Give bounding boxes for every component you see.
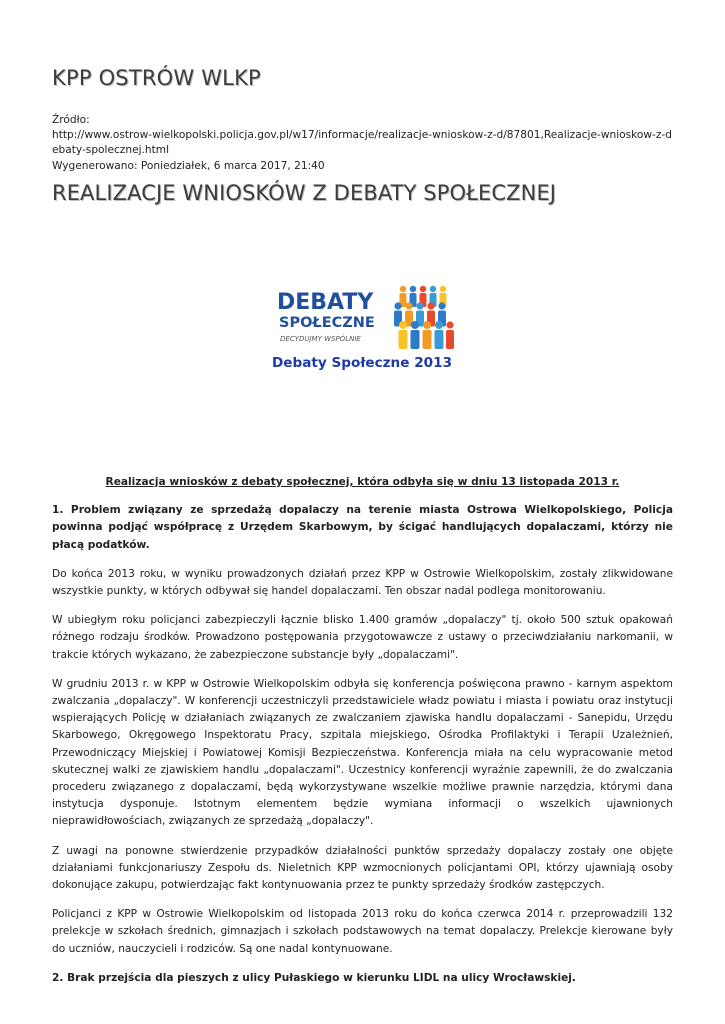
article-body [52, 474, 673, 999]
image-caption: Debaty Społeczne 2013 [271, 355, 453, 371]
source-url[interactable]: http://www.ostrow-wielkopolski.policja.gov.pl/w17/informacje/realizacje-wnioskow-z-d/87801,Realizacje-wnioskow-z-debaty-spolecznej.html [52, 129, 672, 157]
article-heading: Realizacja wniosków z debaty społecznej, która odbyła się w dniu 13 listopada 2013 r. [105, 476, 620, 488]
point-1: 1. Problem związany ze sprzedażą dopalaczy na terenie miasta Ostrowa Wielkopolskiego, Policja powinna podjąć współpracę z Urzędem Skarbowym, by ścigać handlujących dopalaczami, którzy nie płacą podatków. [52, 504, 673, 551]
source-label: Źródło: [52, 114, 90, 126]
paragraph: Z uwagi na ponowne stwierdzenie przypadków działalności punktów sprzedaży dopalaczy zostały one objęte działaniami funkcjonariuszy Zespołu ds. Nieletnich KPP wzmocnionych policjantami OPI, którzy ujawniają osoby dokonujące zakupu, potwierdzając fakt kontynuowania przez te punkty sprzedaży środków zastępczych. [52, 844, 673, 892]
site-title: KPP OSTRÓW WLKP [52, 66, 261, 90]
logo-line2: SPOŁECZNE [279, 315, 375, 331]
generated-date: Wygenerowano: Poniedziałek, 6 marca 2017, 21:40 [52, 159, 325, 172]
logo-line3: DECYDUJMY WSPÓLNIE [280, 335, 361, 343]
logo-line1: DEBATY [277, 290, 374, 315]
document-title: REALIZACJE WNIOSKÓW Z DEBATY SPOŁECZNEJ [52, 181, 557, 205]
paragraph: W ubiegłym roku policjanci zabezpieczyli łącznie blisko 1.400 gramów „dopalaczy" tj. około 500 sztuk opakowań różnego rodzaju środków. Prowadzono postępowania przygotowawcze z ustawy o przeciwdziałaniu narkomanii, w trakcie których wykazano, że zabezpieczone substancje były „dopalaczami". [52, 614, 673, 661]
debaty-spoleczne-logo [273, 284, 454, 350]
paragraph: Policjanci z KPP w Ostrowie Wielkopolskim od listopada 2013 roku do końca czerwca 2014 r. przeprowadzili 132 prelekcje w szkołach średnich, gimnazjach i szkołach podstawowych na temat dopalaczy. Prelekcje kierowane były do uczniów, nauczycieli i rodziców. Są one nadal kontynuowane. [52, 908, 673, 955]
logo-graphic [273, 284, 454, 350]
paragraph: Do końca 2013 roku, w wyniku prowadzonych działań przez KPP w Ostrowie Wielkopolskim, zostały zlikwidowane wszystkie punkty, w których odbywał się handel dopalaczami. Ten obszar nadal podlega monitorowaniu. [52, 567, 673, 598]
paragraph: W grudniu 2013 r. w KPP w Ostrowie Wielkopolskim odbyła się konferencja poświęcona prawno - karnym aspektom zwalczania „dopalaczy". W konferencji uczestniczyli przedstawiciele władz powiatu i miasta i powiatu oraz instytucji wspierających Policję w działaniach związanych ze zwalczaniem zjawiska handlu dopalaczami - Sanepidu, Urzędu Skarbowego, Okręgowego Inspektoratu Pracy, szpitala miejskiego, Ośrodka Profilaktyki i Terapii Uzależnień, Przewodniczący Miejskiej i Powiatowej Komisji Bezpieczeństwa. Konferencja miała na celu wypracowanie metod skutecznej walki ze zjawiskiem handlu „dopalaczami". Uczestnicy konferencji wyraźnie zapewnili, że do zwalczania procederu związanego z dopalaczami, będą wykorzystywane wszelkie możliwe prawnie narzędzia, którymi dana instytucja dysponuje. Istotnym elementem będzie wymiana informacji o wszelkich ujawnionych nieprawidłowościach, związanych ze sprzedażą „dopalaczy". [52, 677, 673, 828]
point-2: 2. Brak przejścia dla pieszych z ulicy Pułaskiego w kierunku LIDL na ulicy Wrocławskiej. [52, 971, 576, 984]
source-meta [52, 113, 677, 174]
